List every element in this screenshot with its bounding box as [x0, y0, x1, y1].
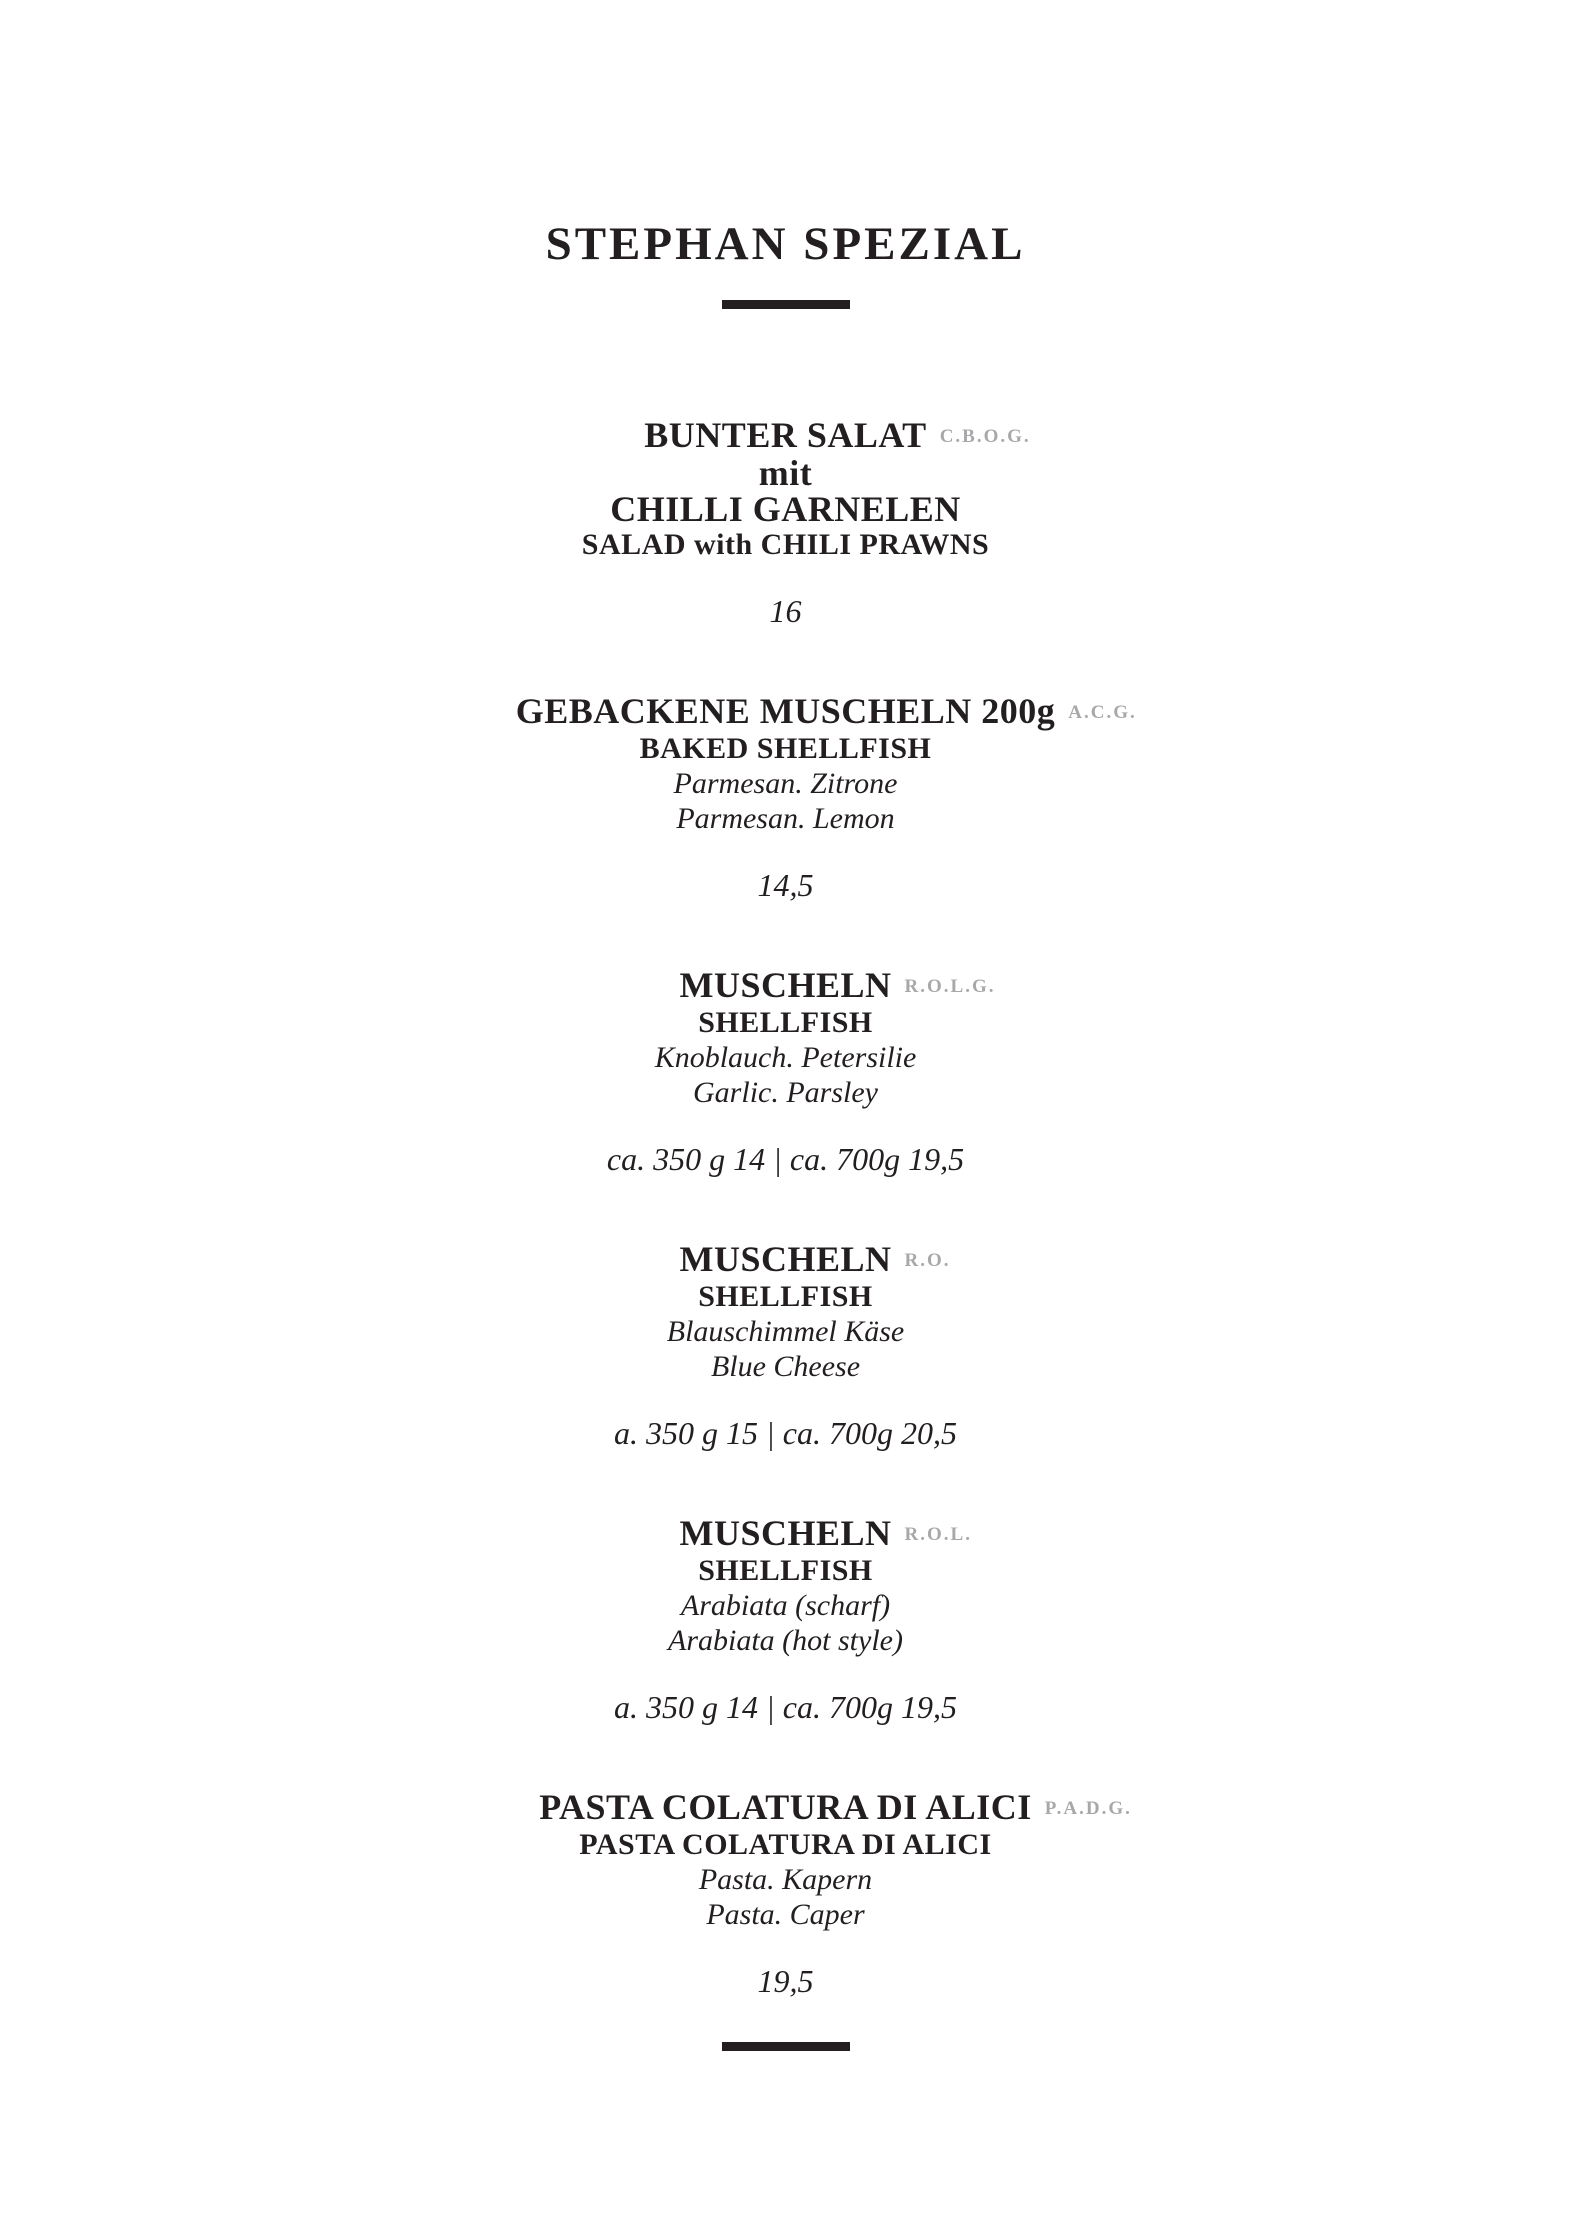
item-allergen-code: R.O.L.	[904, 1524, 972, 1545]
item-allergen-code: R.O.L.G.	[904, 976, 996, 997]
item-description-en: Pasta. Caper	[706, 1898, 865, 1931]
item-description-de: Blauschimmel Käse	[666, 1315, 905, 1348]
item-subtitle-en: SHELLFISH	[698, 1554, 873, 1587]
item-name-connector: mit	[758, 453, 813, 493]
item-allergen-code: A.C.G.	[1068, 702, 1137, 723]
item-description-de: Arabiata (scharf)	[680, 1589, 891, 1622]
item-name: BUNTER SALAT	[644, 415, 927, 455]
item-description-en: Arabiata (hot style)	[668, 1624, 903, 1657]
item-name-wrap	[515, 691, 1137, 731]
item-price: 19,5	[757, 1963, 814, 1999]
item-name: PASTA COLATURA DI ALICI	[539, 1787, 1032, 1827]
item-description-de: Parmesan. Zitrone	[673, 767, 898, 800]
item-description-en: Parmesan. Lemon	[676, 802, 895, 835]
item-name: MUSCHELN	[679, 1239, 892, 1279]
item-subtitle-en: SALAD with CHILI PRAWNS	[581, 528, 990, 561]
item-name-wrap	[644, 415, 1031, 455]
item-name: MUSCHELN	[679, 965, 892, 1005]
menu-item	[0, 691, 1571, 904]
item-description-en: Blue Cheese	[710, 1350, 861, 1383]
item-allergen-code: P.A.D.G.	[1044, 1798, 1132, 1819]
item-price: 14,5	[757, 867, 814, 903]
item-description-de: Pasta. Kapern	[698, 1863, 873, 1896]
item-name-wrap	[679, 1513, 972, 1553]
item-name: MUSCHELN	[679, 1513, 892, 1553]
item-name-wrap	[679, 965, 996, 1005]
item-subtitle-en: BAKED SHELLFISH	[639, 732, 932, 765]
menu-item	[0, 965, 1571, 1178]
item-name-line	[0, 415, 1571, 455]
item-name-line	[0, 1239, 1571, 1279]
item-name-second-line: CHILLI GARNELEN	[610, 489, 961, 529]
item-description-de: Knoblauch. Petersilie	[654, 1041, 917, 1074]
item-price: a. 350 g 14 | ca. 700g 19,5	[614, 1689, 957, 1725]
item-name-wrap	[539, 1787, 1132, 1827]
item-price: a. 350 g 15 | ca. 700g 20,5	[614, 1415, 957, 1451]
title-divider	[722, 300, 850, 309]
item-name-line	[0, 691, 1571, 731]
item-name-line	[0, 1787, 1571, 1827]
menu-item	[0, 1513, 1571, 1726]
item-price: ca. 350 g 14 | ca. 700g 19,5	[606, 1141, 965, 1177]
menu-item	[0, 1239, 1571, 1452]
item-price: 16	[769, 593, 802, 629]
item-allergen-code: R.O.	[904, 1250, 951, 1271]
item-description-en: Garlic. Parsley	[693, 1076, 878, 1109]
item-allergen-code: C.B.O.G.	[939, 426, 1031, 447]
item-subtitle-en: PASTA COLATURA DI ALICI	[579, 1828, 992, 1861]
item-subtitle-en: SHELLFISH	[698, 1280, 873, 1313]
item-name-line	[0, 965, 1571, 1005]
item-name-wrap	[679, 1239, 951, 1279]
page-title: STEPHAN SPEZIAL	[545, 218, 1026, 270]
item-name-line	[0, 1513, 1571, 1553]
menu-item	[0, 415, 1571, 630]
item-subtitle-en: SHELLFISH	[698, 1006, 873, 1039]
item-name: GEBACKENE MUSCHELN 200g	[515, 691, 1056, 731]
footer-divider	[722, 2042, 850, 2051]
menu-item	[0, 1787, 1571, 2000]
